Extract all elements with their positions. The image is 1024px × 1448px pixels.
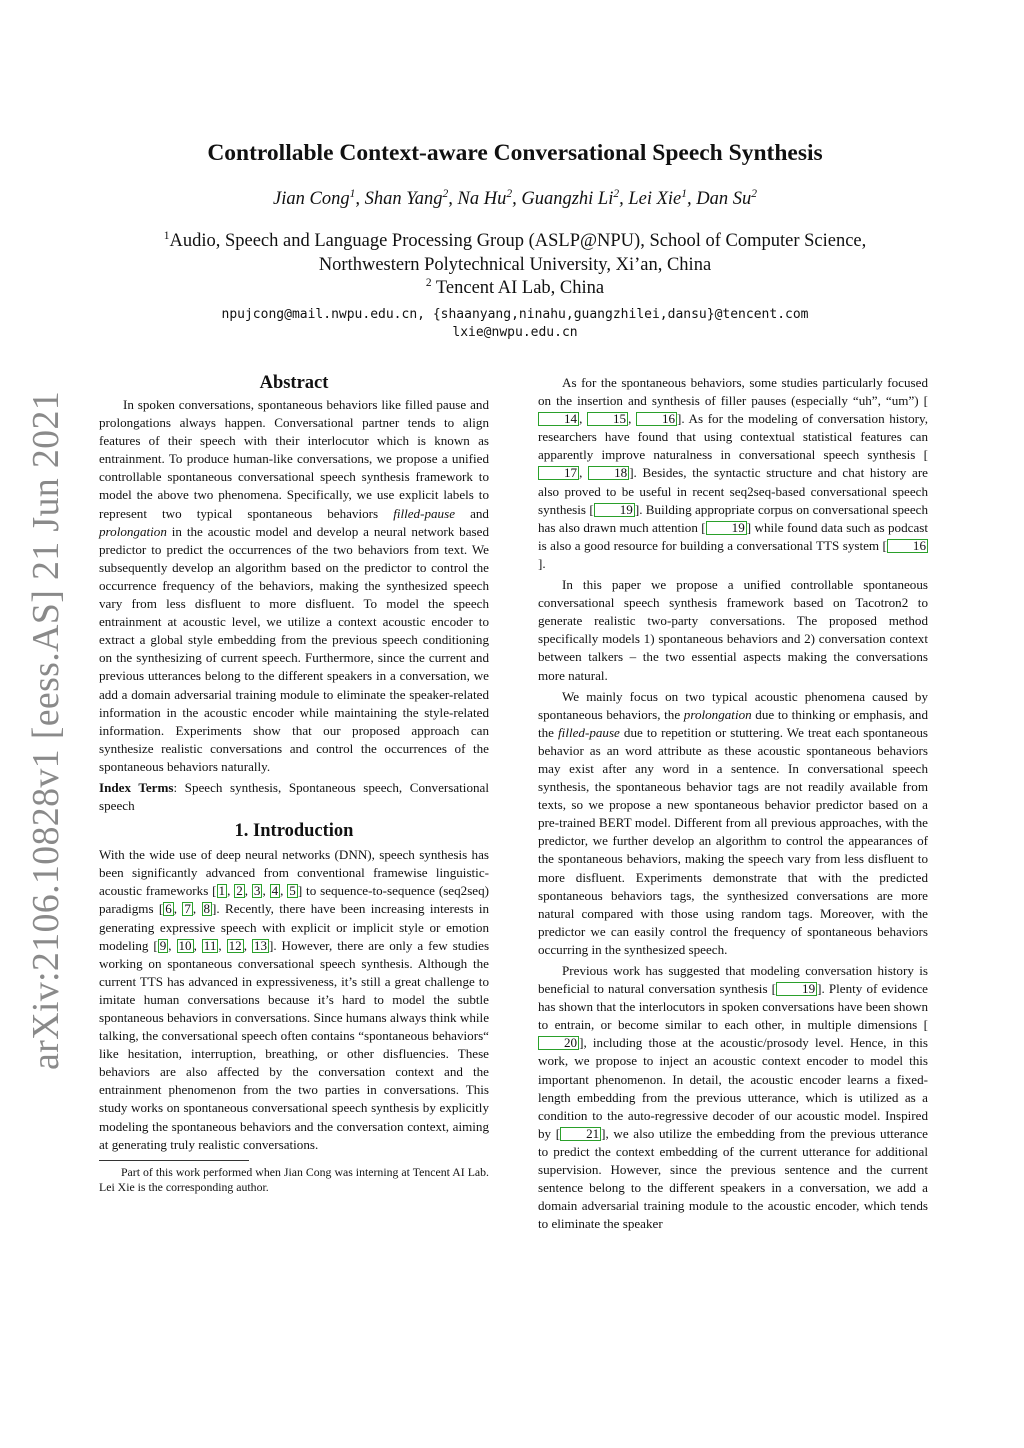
author-affiliation-mark: 2 [442, 187, 449, 200]
right-column [538, 374, 928, 1236]
author: Na Hu [457, 189, 507, 209]
affiliation-1-text: Audio, Speech and Language Processing Group (ASLP@NPU), School of Computer Science, [169, 231, 867, 251]
intro-text: ]. Recently, there have been increasing interests in generating expressive speech with explicit or implicit style or emotion modeling [ [99, 901, 490, 953]
email-line: lxie@nwpu.edu.cn [452, 325, 578, 340]
body-text: ]. Building appropriate corpus on conversational speech has also drawn much attention [ [538, 501, 928, 535]
body-text: Previous work has suggested that modeling conversation history is beneficial to natural conversation synthesis [ [538, 963, 928, 997]
body-text: As for the spontaneous behaviors, some studies particularly focused on the insertion and synthesis of filler pauses (especially “uh”, “um”) [ [538, 375, 928, 409]
author: Shan Yang [364, 189, 443, 209]
index-terms-label: Index Terms [99, 779, 174, 795]
citation-link[interactable]: 10 [178, 937, 192, 953]
intro-text: ] to sequence-to-sequence (seq2seq) paradigms [ [99, 883, 490, 917]
author: Lei Xie [628, 189, 682, 209]
abstract-text: In spoken conversations, spontaneous behaviors like filled pause and prolongations always happen. Conversational partner tends to align features of their speech with their interlocutor which is known as entrainment. To produce human-like conversations, we propose a unified controllable spontaneous conversational speech synthesis framework to model the above two phenomena. Specifically, we use explicit labels to represent two typical spontaneous behaviors [99, 397, 489, 521]
body-text: ]. [538, 555, 546, 571]
body-text: ] while found data such as podcast is also a good resource for building a conversational TTS system [ [538, 519, 928, 553]
abstract-body [99, 396, 489, 776]
email-line: npujcong@mail.nwpu.edu.cn, {shaanyang,ninahu,guangzhilei,dansu}@tencent.com [221, 307, 809, 322]
author-affiliation-mark: 1 [681, 187, 687, 200]
citation-link[interactable]: 14 [538, 412, 579, 426]
affiliation-mark: 2 [425, 276, 432, 289]
author-affiliation-mark: 2 [613, 187, 620, 200]
citation-link[interactable]: 1 [218, 883, 226, 899]
arxiv-identifier-stamp: arXiv:2106.10828v1 [eess.AS] 21 Jun 2021 [25, 390, 67, 1070]
body-emphasis: prolongation [683, 706, 752, 722]
author: Dan Su [696, 189, 752, 209]
intro-text: With the wide use of deep neural networks (DNN), speech synthesis has been significantly advanced from conventional framewise linguistic-acoustic frameworks [ [99, 847, 489, 899]
citation-link[interactable]: 13 [253, 937, 267, 953]
citation-link[interactable]: 6 [165, 901, 172, 917]
body-text: ]. Plenty of evidence has shown that the interlocutors in spoken conversations have been shown to entrain, or become similar to each other, in multiple dimensions [ [538, 981, 928, 1033]
author: Jian Cong [273, 189, 350, 209]
affiliation-2-text: Tencent AI Lab, China [431, 278, 605, 298]
spontaneous-behavior-paragraph [538, 688, 928, 959]
author: Guangzhi Li [521, 189, 614, 209]
body-text: due to repetition or stuttering. We treat each spontaneous behavior as an word attribute as these acoustic spontaneous behaviors may exist after any word in a sentence. In conversational speech synthesis, the spontaneous behavior tags are not readily available from texts, so we propose a new spontaneous behavior predictor based on a pre-trained BERT model. Different from all previous approaches, with the predictor, we further develop an algorithm to control the appearances of the spontaneous behaviors, making the speech vary from less disfluent to more disfluent. Experiments demonstrate that with the predicted spontaneous behaviors tags, the synthesized conversations are more natural compared with those using random tags. Moreover, with the predictor we can easily control the frequency of spontaneous behaviors occurring in the synthesized speech. [538, 724, 928, 957]
citation-link[interactable]: 18 [588, 466, 629, 480]
abstract-emphasis: prolongation [99, 523, 167, 539]
body-text: due to thinking or emphasis, and the [538, 706, 928, 740]
citation-link[interactable]: 15 [587, 412, 628, 426]
citation-link[interactable]: 12 [228, 937, 242, 953]
introduction-heading: 1. Introduction [234, 821, 354, 842]
related-work-paragraph: As for the spontaneous behaviors, some studies particularly focused on the insertion and synthesis of filler pauses (especially “uh”, “um”) [14 , 15 , 16 ]. As for the modeling of conversation history, researchers have found that using contextual statistical features can apparently improve naturalness in conversational speech synthesis [17 , 18 ]. Besides, the syntactic structure and chat history are also proved to be useful in recent seq2seq-based conversational speech synthesis [ 19 ]. Building appropriate corpus on conversational speech has also drawn much attention [ 19 ] while found data such as podcast is also a good resource for building a conversational TTS system [ 16]. [538, 375, 929, 571]
citation-link[interactable]: 4 [271, 883, 279, 899]
index-terms-text: : Speech synthesis, Spontaneous speech, Conversational speech [99, 779, 489, 814]
introduction-paragraph: With the wide use of deep neural networks (DNN), speech synthesis has been significantly advanced from conventional framewise linguistic-acoustic frameworks [ 1 , 2 , 3 , 4 , 5 ] to sequence-to-sequence (seq2seq) paradigms [ 6 , 7 , 8 ]. Recently, there have been increasing interests in generating expressive speech with explicit or implicit style or emotion modeling [ 9 , 10 , 11 , 12 , 13 ]. However, there are only a few studies working on spontaneous conversational speech synthesis. Although the current TTS has advanced in expressiveness, it’s still a great challenge to imitate human conversations because it’s hard to model the subtle spontaneous behaviors in conversations. Since humans always think while talking, the conversational speech often contains “spontaneous behaviors“ like hesitation, interruption, breathing, or other disfluencies. These behaviors are also affected by the conversation context and the entrainment phenomenon from the two parties in conversations. This study works on spontaneous conversational speech synthesis by explicitly modeling the spontaneous behaviors and the conversation context, aiming at generating truly realistic conversations. [99, 847, 490, 1152]
citation-link[interactable]: 5 [289, 883, 296, 899]
body-text: ], including those at the acoustic/prosody level. Hence, in this work, we propose to inject an acoustic context encoder to model this important phenomenon. In detail, the acoustic encoder learns a fixed-length embedding from the previous utterance, which is utilized as a condition to the auto-regressive decoder of our acoustic model. Inspired by [ [538, 1035, 928, 1141]
intro-text: ]. However, there are only a few studies working on spontaneous conversational speech synthesis. Although the current TTS has advanced in expressiveness, it’s still a great challenge to imitate human conversations because it’s hard to model the subtle spontaneous behaviors in conversations. Since humans always think while talking, the conversational speech often contains “spontaneous behaviors“ like hesitation, interruption, breathing, or other disfluencies. These behaviors are also affected by the conversation context and the entrainment phenomenon from the two parties in conversations. This study works on spontaneous conversational speech synthesis by explicitly modeling the spontaneous behaviors and the conversation context, aiming at generating truly realistic conversations. [99, 937, 490, 1152]
citation-link[interactable]: 21 [560, 1127, 601, 1141]
affiliation-2 [100, 277, 930, 301]
affiliation-mark: 1 [163, 229, 170, 242]
citation-link[interactable]: 8 [203, 901, 211, 917]
citation-link[interactable]: 19 [594, 503, 635, 517]
abstract-text: in the acoustic model and develop a neural network based predictor to predict the occurrences of the two behaviors from text. We subsequently develop an algorithm based on the predictor to control the occurrence frequency of the behaviors, making the synthesized speech vary from less disfluent to more disfluent. To model the speech entrainment at acoustic level, we utilize a context acoustic encoder to extract a global style embedding from the previous speech conditioning on the synthesizing of current speech. Furthermore, since the current and previous utterances belong to the different speakers in a conversation, we add a domain adversarial training module to eliminate the speaker-related information in the acoustic encoder while maintaining the style-related information. Experiments show that our proposed approach can synthesize realistic conversations and control the occurrences of the spontaneous behaviors naturally. [99, 523, 489, 774]
author-list: Jian Cong$^1$, Shan Yang$^2$, Na Hu$^2$, Guangzhi Li$^2$, Lei Xie$^1$, Dan Su$^2$ [273, 187, 757, 209]
body-text: We mainly focus on two typical acoustic phenomena caused by spontaneous behaviors, the [538, 688, 928, 722]
footnote: Part of this work performed when Jian Cong was interning at Tencent AI Lab. Lei Xie is the corresponding author. [99, 1164, 489, 1195]
citation-link[interactable]: 20 [538, 1036, 579, 1050]
affiliation-1 [100, 230, 930, 254]
citation-link[interactable]: 16 [636, 412, 677, 426]
citation-link[interactable]: 2 [236, 883, 243, 899]
abstract-text: and [455, 505, 489, 521]
paper-title: Controllable Context-aware Conversational Speech Synthesis [207, 140, 823, 166]
author-affiliation-mark: 2 [506, 187, 513, 200]
citation-link[interactable]: 3 [253, 883, 261, 899]
footnote-divider [99, 1160, 249, 1161]
author-affiliation-mark: 1 [349, 187, 356, 200]
abstract-emphasis: filled-pause [393, 505, 456, 521]
citation-link[interactable]: 16 [887, 539, 928, 553]
author-emails [100, 306, 930, 342]
index-terms [99, 779, 489, 815]
author-affiliation-mark: 2 [751, 187, 757, 200]
context-encoder-paragraph [538, 962, 928, 1233]
affiliation-1-cont: Northwestern Polytechnical University, Xi’an, China [318, 254, 712, 275]
body-emphasis: filled-pause [558, 724, 620, 740]
citation-link[interactable]: 19 [706, 521, 747, 535]
citation-link[interactable]: 17 [538, 466, 579, 480]
citation-link[interactable]: 9 [159, 937, 167, 953]
body-text: ]. As for the modeling of conversation history, researchers have found that using contextual statistical features can apparently improve naturalness in conversational speech synthesis [ [538, 411, 929, 463]
framework-paragraph: In this paper we propose a unified controllable spontaneous conversational speech synthesis framework based on Tacotron2 to generate realistic two-party conversations. The proposed method specifically models 1) spontaneous behaviors and 2) conversation context between talkers – the two essential aspects making the conversations more natural. [538, 577, 928, 683]
citation-link[interactable]: 11 [203, 937, 217, 953]
body-text: ], we also utilize the embedding from the previous utterance to predict the context embedding of the current utterance for additional supervision. However, since the previous sentence and the current sentence belong to the different speakers in a conversation, we add a domain adversarial training module to the acoustic encoder, which tends to eliminate the speaker [538, 1125, 928, 1232]
affiliations [100, 230, 930, 301]
abstract-heading: Abstract [259, 373, 329, 393]
citation-link[interactable]: 7 [184, 901, 191, 917]
body-text: ]. Besides, the syntactic structure and chat history are also proved to be useful in recent seq2seq-based conversational speech synthesis [ [538, 465, 928, 517]
left-column [99, 370, 489, 1199]
citation-link[interactable]: 19 [776, 982, 817, 996]
